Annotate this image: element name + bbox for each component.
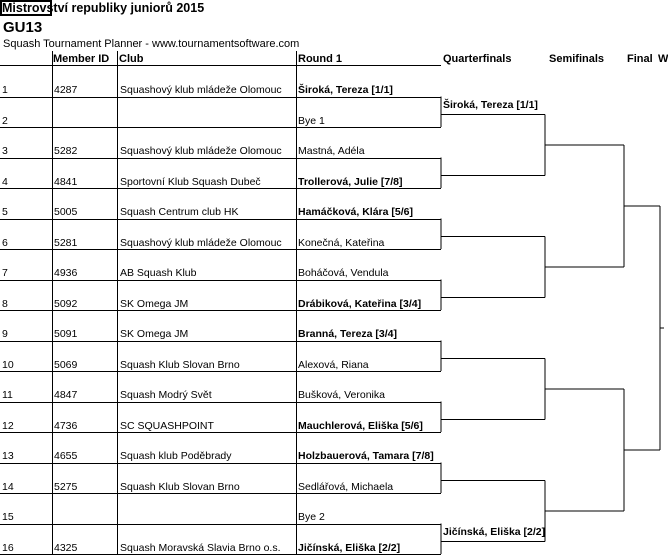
member-id: 4655: [54, 450, 78, 462]
header-member-id: Member ID: [53, 53, 110, 65]
club-name: Squashový klub mládeže Olomouc: [120, 236, 282, 249]
row-number: 10: [2, 358, 14, 371]
event-code: GU13: [3, 19, 43, 36]
club-name: Squashový klub mládeže Olomouc: [120, 84, 282, 96]
round1-player[interactable]: Bye 1: [298, 114, 325, 127]
round1-player[interactable]: Holzbauerová, Tamara [7/8]: [298, 450, 434, 462]
member-id: 5092: [54, 297, 78, 310]
row-number: 4: [2, 175, 8, 188]
round1-player[interactable]: Trollerová, Julie [7/8]: [298, 175, 403, 188]
club-name: Squashový klub mládeže Olomouc: [120, 145, 282, 157]
round1-player[interactable]: Drábiková, Kateřina [3/4]: [298, 297, 422, 310]
club-name: Squash klub Poděbrady: [120, 450, 232, 462]
round1-player[interactable]: Bušková, Veronika: [298, 389, 385, 401]
row-number: 12: [2, 419, 14, 432]
quarterfinal-player[interactable]: Jičínská, Eliška [2/2]: [443, 525, 546, 538]
club-name: SC SQUASHPOINT: [120, 419, 214, 432]
club-name: SK Omega JM: [120, 297, 189, 310]
member-id: 4847: [54, 389, 78, 401]
round1-player[interactable]: Alexová, Riana: [298, 358, 369, 371]
member-id: 4325: [54, 541, 78, 554]
club-name: SK Omega JM: [120, 328, 189, 340]
row-number: 14: [2, 480, 14, 493]
round1-player[interactable]: Hamáčková, Klára [5/6]: [298, 206, 413, 218]
member-id: 5281: [54, 236, 78, 249]
row-number: 1: [2, 84, 8, 96]
round1-player[interactable]: Sedlářová, Michaela: [298, 480, 394, 493]
row-number: 3: [2, 145, 8, 157]
member-id: 4287: [54, 84, 78, 96]
row-number: 11: [2, 389, 13, 401]
round1-player[interactable]: Mauchlerová, Eliška [5/6]: [298, 419, 423, 432]
member-id: 5091: [54, 328, 78, 340]
member-id: 4841: [54, 175, 78, 188]
row-number: 6: [2, 236, 8, 249]
member-id: 5069: [54, 358, 78, 371]
club-name: AB Squash Klub: [120, 267, 197, 279]
club-name: Squash Klub Slovan Brno: [120, 480, 240, 493]
row-number: 13: [2, 450, 14, 462]
member-id: 5005: [54, 206, 78, 218]
tournament-title: Mistrovství republiky juniorů 2015: [2, 1, 205, 15]
club-name: Squash Klub Slovan Brno: [120, 358, 240, 371]
member-id: 4936: [54, 267, 78, 279]
row-number: 9: [2, 328, 8, 340]
round1-player[interactable]: Konečná, Kateřina: [298, 236, 385, 249]
round1-player[interactable]: Branná, Tereza [3/4]: [298, 328, 398, 340]
club-name: Sportovní Klub Squash Dubeč: [120, 175, 261, 188]
round1-player[interactable]: Bye 2: [298, 511, 325, 523]
header-round1: Round 1: [298, 53, 342, 65]
row-number: 7: [2, 267, 8, 279]
round1-player[interactable]: Jičínská, Eliška [2/2]: [298, 541, 401, 554]
header-quarterfinals: Quarterfinals: [443, 53, 512, 65]
round1-player[interactable]: Boháčová, Vendula: [298, 267, 389, 279]
club-name: Squash Modrý Svět: [120, 389, 212, 401]
quarterfinal-player[interactable]: Široká, Tereza [1/1]: [443, 98, 538, 111]
row-number: 2: [2, 114, 8, 127]
row-number: 15: [2, 511, 14, 523]
member-id: 4736: [54, 419, 78, 432]
row-number: 16: [2, 541, 14, 554]
header-semifinals: Semifinals: [549, 53, 605, 65]
club-name: Squash Centrum club HK: [120, 206, 239, 218]
planner-credit: Squash Tournament Planner - www.tournamentsoftware.com: [3, 38, 300, 50]
header-final: Final: [627, 53, 653, 65]
round1-player[interactable]: Široká, Tereza [1/1]: [298, 84, 393, 96]
header-winner: W: [658, 53, 668, 65]
row-number: 5: [2, 206, 8, 218]
member-id: 5282: [54, 145, 78, 157]
row-number: 8: [2, 297, 8, 310]
header-club: Club: [119, 53, 144, 65]
member-id: 5275: [54, 480, 78, 493]
round1-player[interactable]: Mastná, Adéla: [298, 145, 365, 157]
club-name: Squash Moravská Slavia Brno o.s.: [120, 541, 281, 554]
